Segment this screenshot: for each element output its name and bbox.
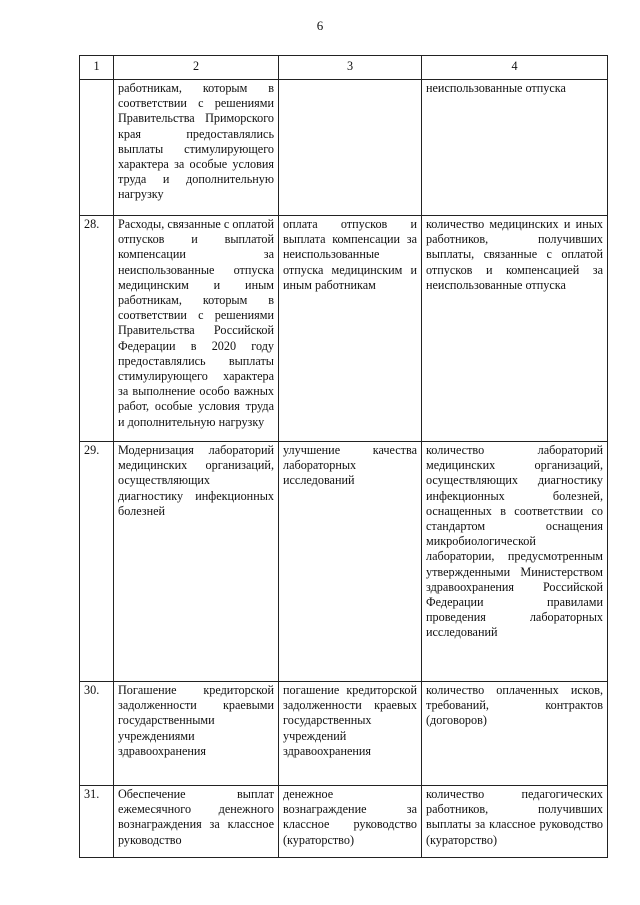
row-number: 28. (80, 216, 114, 442)
measures-table (79, 55, 608, 858)
table-row (80, 682, 608, 786)
measure-name: Обеспечение выплат ежемесячного денежного вознаграждения за классное руководство (114, 786, 279, 858)
measure-result: улучшение качества лабораторных исследований (279, 442, 422, 682)
table-row (80, 80, 608, 216)
row-number: 29. (80, 442, 114, 682)
measure-result (279, 80, 422, 216)
header-col-4: 4 (422, 56, 608, 80)
measure-name: Модернизация лабораторий медицинских организаций, осуществляющих диагностику инфекционных болезней (114, 442, 279, 682)
row-number: 30. (80, 682, 114, 786)
measure-result: погашение кредиторской задолженности краевых государственных учреждений здравоохранения (279, 682, 422, 786)
measure-indicator: количество оплаченных исков, требований, контрактов (договоров) (422, 682, 608, 786)
table-row (80, 442, 608, 682)
header-col-2: 2 (114, 56, 279, 80)
table-row (80, 216, 608, 442)
measure-indicator: количество лабораторий медицинских организаций, осуществляющих диагностику инфекционных болезней, оснащенных в соответствии со стандартом оснащения микробиологической лаборатории, предусмотренным утвержденными Министерством здравоохранения Российской Федерации правилами проведения лабораторных исследований (422, 442, 608, 682)
measure-indicator: неиспользованные отпуска (422, 80, 608, 216)
table-header-row (80, 56, 608, 80)
measure-name: Погашение кредиторской задолженности краевыми государственными учреждениями здравоохранения (114, 682, 279, 786)
measure-name: работникам, которым в соответствии с решениями Правительства Приморского края предоставлялись выплаты стимулирующего характера за особые условия труда и дополнительную нагрузку (114, 80, 279, 216)
measure-result: денежное вознаграждение за классное руководство (кураторство) (279, 786, 422, 858)
header-col-3: 3 (279, 56, 422, 80)
measure-result: оплата отпусков и выплата компенсации за неиспользованные отпуска медицинским и иным работникам (279, 216, 422, 442)
header-col-1: 1 (80, 56, 114, 80)
row-number: 31. (80, 786, 114, 858)
measure-name: Расходы, связанные с оплатой отпусков и выплатой компенсации за неиспользованные отпуска медицинским и иным работникам, которым в соответствии с решениями Правительства Российской Федерации в 2020 году предоставлялись выплаты стимулирующего характера за выполнение особо важных работ, особые условия труда и дополнительную нагрузку (114, 216, 279, 442)
row-number (80, 80, 114, 216)
table-row (80, 786, 608, 858)
measure-indicator: количество медицинских и иных работников, получивших выплаты, связанные с оплатой отпусков и компенсацией за неиспользованные отпуска (422, 216, 608, 442)
page-number: 6 (316, 18, 324, 33)
measure-indicator: количество педагогических работников, получивших выплаты за классное руководство (кураторство) (422, 786, 608, 858)
